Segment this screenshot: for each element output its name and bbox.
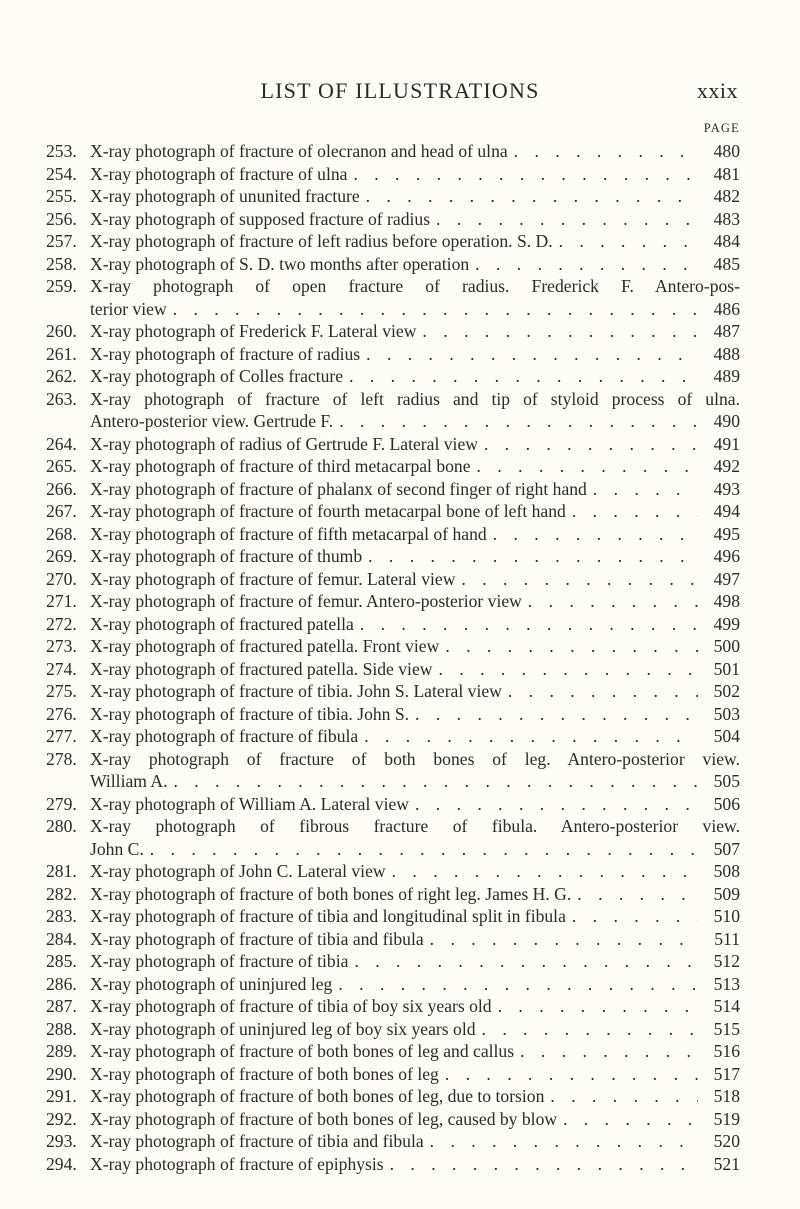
entry-line xyxy=(46,635,740,658)
entry-line xyxy=(46,1085,740,1108)
entry-title: X-ray photograph of S. D. two months after operation xyxy=(90,253,470,274)
dot-leader xyxy=(173,298,698,321)
dot-leader xyxy=(364,725,698,748)
list-item xyxy=(46,680,740,703)
list-item xyxy=(46,343,740,366)
entry-number: 258. xyxy=(46,253,77,274)
entry-continuation-line xyxy=(46,770,740,793)
list-item xyxy=(46,320,740,343)
entry-line xyxy=(46,748,740,771)
list-item xyxy=(46,815,740,860)
entry-title: X-ray photograph of fracture of olecranon and head of ulna xyxy=(90,141,508,161)
entry-number: 288. xyxy=(46,1018,77,1039)
dot-leader xyxy=(422,320,698,343)
dot-leader xyxy=(559,230,698,253)
entry-number: 264. xyxy=(46,433,77,454)
entry-line xyxy=(46,523,740,546)
entry-page-number: 497 xyxy=(713,568,740,589)
entry-line xyxy=(46,185,740,208)
entry-page-number: 480 xyxy=(713,141,740,161)
entry-title: X-ray photograph of William A. Lateral view xyxy=(90,793,409,814)
dot-leader xyxy=(520,1040,698,1063)
dot-leader xyxy=(173,770,698,793)
entry-number: 285. xyxy=(46,951,77,971)
list-item xyxy=(46,523,740,546)
dot-leader xyxy=(498,995,698,1018)
list-item xyxy=(46,905,740,928)
entry-page-number: 510 xyxy=(713,906,740,926)
entry-line xyxy=(46,320,740,343)
entry-title: X-ray photograph of supposed fracture of radius xyxy=(90,208,431,229)
entry-title: X-ray photograph of fractured patella. Side view xyxy=(90,658,433,679)
entry-number: 269. xyxy=(46,546,77,566)
entry-title: X-ray photograph of fractured patella. Front view xyxy=(90,636,440,656)
entry-title: X-ray photograph of fracture of tibia. John S. xyxy=(90,703,410,724)
entry-page-number: 493 xyxy=(713,478,740,499)
entry-line xyxy=(46,680,740,703)
entry-continuation-line xyxy=(46,298,740,321)
entry-number: 278. xyxy=(46,748,77,769)
list-item xyxy=(46,748,740,793)
entry-title: X-ray photograph of fracture of fibula xyxy=(90,726,359,746)
dot-leader xyxy=(339,410,698,433)
entry-line xyxy=(46,793,740,816)
dot-leader xyxy=(445,635,698,658)
entry-line xyxy=(46,208,740,231)
entry-line xyxy=(46,568,740,591)
dot-leader xyxy=(436,208,698,231)
entry-number: 268. xyxy=(46,523,77,544)
list-item xyxy=(46,635,740,658)
entry-title: X-ray photograph of fracture of both bones of leg. Antero-posterior view. xyxy=(90,748,740,769)
dot-leader xyxy=(572,905,698,928)
entry-title: X-ray photograph of Colles fracture xyxy=(90,366,344,386)
entry-title: X-ray photograph of fracture of both bones of leg, caused by blow xyxy=(90,1108,558,1129)
entry-number: 257. xyxy=(46,231,77,251)
entry-page-number: 499 xyxy=(713,613,740,634)
entry-title: X-ray photograph of fracture of both bones of leg, due to torsion xyxy=(90,1086,545,1106)
list-item xyxy=(46,1018,740,1041)
dot-leader xyxy=(572,500,698,523)
entry-title: X-ray photograph of fracture of both bones of leg and callus xyxy=(90,1041,515,1061)
list-item xyxy=(46,568,740,591)
entry-line xyxy=(46,658,740,681)
entry-number: 282. xyxy=(46,883,77,904)
dot-leader xyxy=(577,883,698,906)
entry-page-number: 511 xyxy=(714,928,740,949)
entry-title: X-ray photograph of fracture of epiphysis xyxy=(90,1153,384,1174)
entry-line xyxy=(46,163,740,186)
entry-page-number: 492 xyxy=(713,456,740,476)
entry-page-number: 491 xyxy=(713,433,740,454)
entry-number: 272. xyxy=(46,613,77,634)
list-item xyxy=(46,433,740,456)
entry-title: X-ray photograph of John C. Lateral view xyxy=(90,861,386,881)
entry-page-number: 489 xyxy=(713,366,740,386)
list-item xyxy=(46,860,740,883)
entry-line xyxy=(46,230,740,253)
list-item xyxy=(46,1085,740,1108)
dot-leader xyxy=(484,433,698,456)
dot-leader xyxy=(493,523,698,546)
dot-leader xyxy=(360,613,698,636)
entry-title-continuation: Antero-posterior view. Gertrude F. xyxy=(90,411,334,431)
dot-leader xyxy=(514,140,698,163)
entry-page-number: 507 xyxy=(713,838,740,859)
list-item xyxy=(46,275,740,320)
entry-line xyxy=(46,860,740,883)
entry-line xyxy=(46,1130,740,1153)
entry-line xyxy=(46,545,740,568)
entry-page-number: 514 xyxy=(713,996,740,1016)
entry-number: 277. xyxy=(46,726,77,746)
entry-line xyxy=(46,883,740,906)
entry-page-number: 490 xyxy=(713,411,740,431)
entry-number: 275. xyxy=(46,681,77,701)
list-item xyxy=(46,658,740,681)
entry-page-number: 486 xyxy=(713,298,740,319)
entry-number: 294. xyxy=(46,1153,77,1174)
entry-title: X-ray photograph of fracture of phalanx of second finger of right hand xyxy=(90,478,587,499)
list-item xyxy=(46,703,740,726)
list-item xyxy=(46,725,740,748)
entry-page-number: 501 xyxy=(713,658,740,679)
dot-leader xyxy=(338,973,698,996)
dot-leader xyxy=(528,590,698,613)
entry-continuation-line xyxy=(46,838,740,861)
entry-page-number: 484 xyxy=(713,231,740,251)
entry-title: X-ray photograph of fracture of tibia. John S. Lateral view xyxy=(90,681,502,701)
entry-number: 291. xyxy=(46,1086,77,1106)
entry-page-number: 520 xyxy=(713,1131,740,1151)
entry-line xyxy=(46,1153,740,1176)
entry-number: 261. xyxy=(46,343,77,364)
entry-page-number: 481 xyxy=(713,163,740,184)
list-item xyxy=(46,163,740,186)
entry-title: X-ray photograph of open fracture of radius. Frederick F. Antero-pos- xyxy=(90,276,740,296)
entry-number: 260. xyxy=(46,321,77,341)
dot-leader xyxy=(438,658,698,681)
entry-number: 253. xyxy=(46,141,77,161)
entry-title-continuation: William A. xyxy=(90,771,168,791)
list-item xyxy=(46,950,740,973)
entry-page-number: 488 xyxy=(713,343,740,364)
entry-number: 289. xyxy=(46,1041,77,1061)
list-item xyxy=(46,140,740,163)
dot-leader xyxy=(508,680,698,703)
running-header xyxy=(0,78,800,108)
entry-number: 267. xyxy=(46,501,77,521)
entry-title: X-ray photograph of fracture of tibia and fibula xyxy=(90,928,424,949)
entry-line xyxy=(46,703,740,726)
page-column-label: PAGE xyxy=(703,121,740,135)
entry-title: X-ray photograph of fibrous fracture of fibula. Antero-posterior view. xyxy=(90,816,740,836)
entry-line xyxy=(46,433,740,456)
entry-page-number: 482 xyxy=(713,186,740,206)
entry-number: 259. xyxy=(46,276,77,296)
list-item xyxy=(46,793,740,816)
entry-line xyxy=(46,500,740,523)
illustration-list xyxy=(46,140,740,1175)
entry-line xyxy=(46,1063,740,1086)
list-item xyxy=(46,973,740,996)
dot-leader xyxy=(368,545,698,568)
entry-page-number: 518 xyxy=(713,1086,740,1106)
entry-number: 274. xyxy=(46,658,77,679)
entry-title: X-ray photograph of radius of Gertrude F. Lateral view xyxy=(90,433,478,454)
entry-number: 284. xyxy=(46,928,77,949)
entry-page-number: 494 xyxy=(713,501,740,521)
entry-number: 256. xyxy=(46,208,77,229)
entry-line xyxy=(46,973,740,996)
dot-leader xyxy=(430,928,698,951)
entry-number: 265. xyxy=(46,456,77,476)
entry-page-number: 505 xyxy=(713,771,740,791)
entry-number: 262. xyxy=(46,366,77,386)
entry-number: 254. xyxy=(46,163,77,184)
entry-title: X-ray photograph of fracture of third metacarpal bone xyxy=(90,456,471,476)
entry-page-number: 496 xyxy=(713,546,740,566)
entry-page-number: 495 xyxy=(713,523,740,544)
entry-title: X-ray photograph of uninjured leg of boy six years old xyxy=(90,1018,476,1039)
entry-line xyxy=(46,1040,740,1063)
entry-number: 273. xyxy=(46,636,77,656)
entry-number: 266. xyxy=(46,478,77,499)
list-item xyxy=(46,253,740,276)
entry-title: X-ray photograph of ununited fracture xyxy=(90,186,360,206)
entry-title: X-ray photograph of Frederick F. Lateral view xyxy=(90,321,417,341)
entry-page-number: 508 xyxy=(713,861,740,881)
entry-title: X-ray photograph of fracture of femur. Lateral view xyxy=(90,568,456,589)
entry-page-number: 498 xyxy=(713,591,740,611)
entry-line xyxy=(46,725,740,748)
list-item xyxy=(46,230,740,253)
entry-page-number: 517 xyxy=(713,1063,740,1084)
dot-leader xyxy=(150,838,698,861)
entry-line xyxy=(46,253,740,276)
list-item xyxy=(46,883,740,906)
entry-line xyxy=(46,1018,740,1041)
dot-leader xyxy=(366,343,698,366)
entry-line xyxy=(46,478,740,501)
entry-number: 287. xyxy=(46,996,77,1016)
entry-page-number: 503 xyxy=(713,703,740,724)
entry-line xyxy=(46,455,740,478)
entry-title: X-ray photograph of fracture of radius xyxy=(90,343,361,364)
entry-title: X-ray photograph of fractured patella xyxy=(90,613,354,634)
list-item xyxy=(46,1108,740,1131)
list-item xyxy=(46,500,740,523)
entry-page-number: 502 xyxy=(713,681,740,701)
entry-title: X-ray photograph of fracture of both bones of right leg. James H. G. xyxy=(90,883,572,904)
entry-number: 279. xyxy=(46,793,77,814)
entry-number: 271. xyxy=(46,591,77,611)
list-item xyxy=(46,613,740,636)
entry-number: 263. xyxy=(46,388,77,409)
entry-line xyxy=(46,590,740,613)
entry-title: X-ray photograph of fracture of fourth metacarpal bone of left hand xyxy=(90,501,566,521)
entry-number: 293. xyxy=(46,1131,77,1151)
dot-leader xyxy=(593,478,698,501)
running-title: LIST OF ILLUSTRATIONS xyxy=(260,78,540,103)
entry-title: X-ray photograph of fracture of left radius and tip of styloid process of ulna. xyxy=(90,388,740,409)
list-item xyxy=(46,1130,740,1153)
dot-leader xyxy=(354,950,698,973)
dot-leader xyxy=(477,455,698,478)
list-item xyxy=(46,208,740,231)
entry-number: 290. xyxy=(46,1063,77,1084)
dot-leader xyxy=(415,703,698,726)
entry-line xyxy=(46,613,740,636)
dot-leader xyxy=(550,1085,698,1108)
dot-leader xyxy=(353,163,698,186)
entry-title: X-ray photograph of fracture of tibia of boy six years old xyxy=(90,996,492,1016)
dot-leader xyxy=(390,1153,698,1176)
entry-line xyxy=(46,815,740,838)
entry-line xyxy=(46,275,740,298)
entry-line xyxy=(46,343,740,366)
entry-title-continuation: John C. xyxy=(90,838,144,859)
list-item xyxy=(46,928,740,951)
entry-number: 292. xyxy=(46,1108,77,1129)
dot-leader xyxy=(482,1018,698,1041)
entry-title: X-ray photograph of fracture of fifth metacarpal of hand xyxy=(90,523,487,544)
list-item xyxy=(46,545,740,568)
entry-page-number: 483 xyxy=(713,208,740,229)
entry-line xyxy=(46,950,740,973)
entry-page-number: 515 xyxy=(713,1018,740,1039)
entry-line xyxy=(46,388,740,411)
entry-title: X-ray photograph of fracture of both bones of leg xyxy=(90,1063,439,1084)
entry-title: X-ray photograph of fracture of thumb xyxy=(90,546,363,566)
entry-number: 283. xyxy=(46,906,77,926)
entry-title: X-ray photograph of fracture of tibia xyxy=(90,951,349,971)
entry-number: 255. xyxy=(46,186,77,206)
entry-line xyxy=(46,928,740,951)
list-item xyxy=(46,995,740,1018)
entry-page-number: 512 xyxy=(713,951,740,971)
entry-number: 270. xyxy=(46,568,77,589)
entry-title: X-ray photograph of fracture of ulna xyxy=(90,163,348,184)
entry-page-number: 513 xyxy=(713,973,740,994)
dot-leader xyxy=(475,253,698,276)
dot-leader xyxy=(445,1063,698,1086)
entry-line xyxy=(46,140,740,163)
entry-line xyxy=(46,365,740,388)
entry-number: 280. xyxy=(46,816,77,836)
entry-title: X-ray photograph of fracture of tibia and longitudinal split in fibula xyxy=(90,906,566,926)
list-item xyxy=(46,455,740,478)
entry-page-number: 509 xyxy=(713,883,740,904)
list-item xyxy=(46,185,740,208)
entry-title: X-ray photograph of fracture of left radius before operation. S. D. xyxy=(90,231,553,251)
entry-page-number: 487 xyxy=(713,321,740,341)
entry-title-continuation: terior view xyxy=(90,298,167,319)
entry-title: X-ray photograph of fracture of femur. Antero-posterior view xyxy=(90,591,522,611)
dot-leader xyxy=(563,1108,698,1131)
dot-leader xyxy=(415,793,698,816)
list-item xyxy=(46,365,740,388)
list-item xyxy=(46,590,740,613)
entry-page-number: 516 xyxy=(713,1041,740,1061)
entry-page-number: 500 xyxy=(713,636,740,656)
entry-continuation-line xyxy=(46,410,740,433)
list-item xyxy=(46,388,740,433)
entry-page-number: 506 xyxy=(713,793,740,814)
dot-leader xyxy=(461,568,698,591)
entry-title: X-ray photograph of fracture of tibia and fibula xyxy=(90,1131,424,1151)
entry-number: 286. xyxy=(46,973,77,994)
dot-leader xyxy=(430,1130,698,1153)
entry-number: 276. xyxy=(46,703,77,724)
entry-title: X-ray photograph of uninjured leg xyxy=(90,973,333,994)
list-item xyxy=(46,1153,740,1176)
entry-page-number: 485 xyxy=(713,253,740,274)
entry-line xyxy=(46,1108,740,1131)
list-item xyxy=(46,478,740,501)
page-folio: xxix xyxy=(696,78,738,103)
entry-page-number: 504 xyxy=(713,726,740,746)
entry-line xyxy=(46,995,740,1018)
list-item xyxy=(46,1040,740,1063)
list-item xyxy=(46,1063,740,1086)
entry-number: 281. xyxy=(46,861,77,881)
dot-leader xyxy=(349,365,698,388)
dot-leader xyxy=(366,185,698,208)
entry-page-number: 521 xyxy=(713,1153,740,1174)
entry-page-number: 519 xyxy=(713,1108,740,1129)
dot-leader xyxy=(392,860,698,883)
entry-line xyxy=(46,905,740,928)
